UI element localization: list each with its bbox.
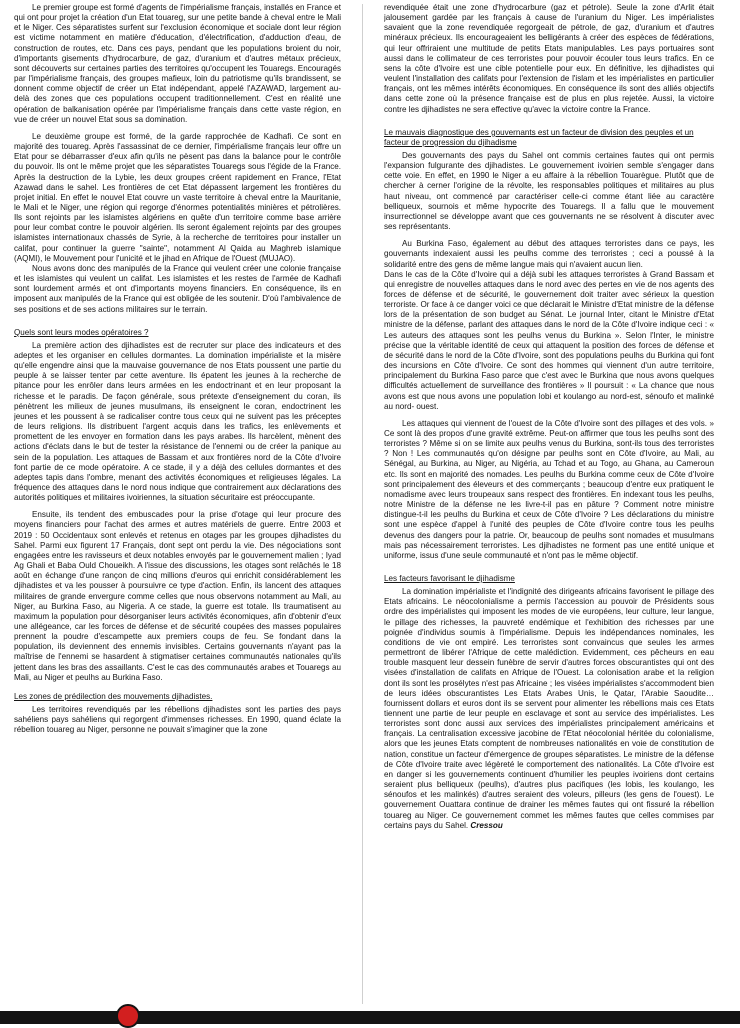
paragraph-west-attacks: Les attaques qui viennent de l'ouest de la Côte d'Ivoire sont des pillages et des vols. » Ce sont là des propos d'une gravité extrême. Peut-on affirmer que tous les peulhs sont des terroristes ? Même si on se limite aux peulhs venus du Burkina, sont-ils tous des terroristes ? Non ! Les communautés qu'on désigne par peulhs sont en Côte d'Ivoire, au Mali, au Sénégal, au Burkina, au Niger, au Nigéria, au Tchad et au Togo, au Ghana, au Cameroun etc. Ils sont en majorité des nomades. Les peulhs du Burkina comme ceux de Côte d'Ivoire sont principalement des éleveurs et des commerçants ; beaucoup d'entre eux pratiquent le nomadisme avec leurs troupeaux sans respect des frontières. En indexant tous les peulhs, notre Ministre de la défense ne les livre-t-il pas en pâture ? Comment notre ministre distingue-t-il les peulhs du Burkina et ceux de Côte d'Ivoire ? Les déclarations du ministre sont une espèce d'appel à l'unité des peuples de Côte d'Ivoire contre tous les peulhs devenus des dangers pour la patrie. Or, beaucoup de peulhs sont nomades et musulmans mais pas nécessairement terroristes. Les djihadistes ne forment pas une entité unique et uniforme, issus d'une seule communauté et n'ont pas le même objectif.	[384, 418, 714, 560]
paragraph-cote-divoire: Dans le cas de la Côte d'Ivoire qui a déjà subi les attaques terroristes à Grand Bassam et qui enregistre de nouvelles attaques dans le nord avec des pertes en vie de nos agents des forces de défense et de sécurité, le gouvernement doit traiter avec sérieux la question terroriste. Or face à ce danger voici ce que déclarait le Ministre d'Etat ministre de la défense lors de la présentation de son budget au Sénat. Le journal Inter, citant le Ministre d'Etat ministre de la défense, parlant des attaques dans le nord de la Côte d'Ivoire indique ceci : « Les auteurs des attaques sont les peulhs venus du Burkina ». Selon l'Inter, le ministre précise que la véritable identité de ceux qui attaquent la position des forces de défense et de sécurité dans le nord de la Côte d'Ivoire, sont des populations peulhs du Burkina qui font des incursions en Côte d'Ivoire. Ce sont des hommes qui viennent d'un autre territoire, principalement du Burkina Faso parce que c'est avec le Burkina que nous avons quelques difficultés actuellement de surveillance des frontières » Il poursuit : « La chance que nous avons est que nous avons une population lobi et koulango au nord-est, sénoufo et malinké au nord- ouest.	[384, 269, 714, 411]
paragraph-recruitment: La première action des djihadistes est de recruter sur place des indicateurs et des adeptes et les organiser en cellules dormantes. La domination impérialiste et la misère qu'elle engendre ainsi que la mauvaise gouvernance de nos Etats poussent une partie du peuple à se laisser tenter par cette aventure. Ils épatent les jeunes à la recherche de pitance pour les enrôler dans leurs armées en les endoctrinant et en leur proposant la richesse et le paradis. De façon générale, sous prétexte d'enseignement du coran, ils pénètrent les milieux de jeunes musulmans, ils enseignent le coran, endoctrinent les jeunes et les poussent à se radicaliser contre tous ceux qui ne suivent pas les préceptes de leurs religions. Ils distribuent l'argent acquis dans les trafics, les enlèvements et promettent de les envoyer en formation dans les pays arabes. Ils harcèlent, mènent des actions d'éclats dans le but de tester la résistance de l'ennemi ou de créer la panique au sein de la population. Les attaques de Bassam et aux frontières nord de la Côte d'Ivoire font partie de ce mode opératoire. A ce stade, il y a déjà des cellules dormantes et des adeptes tapis dans l'ombre, menant des activités économiques et religieuses légales. La fréquence des attaques dans le nord nous indique que contrairement aux déclarations des autorités politiques et militaires ivoiriennes, la situation sécuritaire est préoccupante.	[14, 340, 341, 503]
paragraph-second-group: Le deuxième groupe est formé, de la garde rapprochée de Kadhafi. Ce sont en majorité des touareg. Après l'assassinat de ce dernier, l'impérialisme français leur offre un Etat pour se débarrasser d'eux afin qu'ils ne pèsent pas dans la balance pour le contrôle du pouvoir. Ils ont le même projet que les séparatistes Touaregs sous l'égide de la France. Après la destruction de la Lybie, les deux groupes créent rapidement en France, l'Etat Azawad dans le sahel. Les frontières de cet Etat dépassent largement les frontières du projet initial. En effet le nouvel Etat couvre un vaste territoire à cheval entre la Mauritanie, le Mali et le Niger, une région qui regorge d'énormes potentialités minières et pétrolières. Ils sont rejoints par les islamistes algériens en quête d'un territoire comme base arrière pour leur combat contre le pouvoir algérien. Ils seront également rejoints par des groupes islamistes internationaux chassés de Syrie, à la recherche de territoires pour installer un califat, pour continuer la guerre "sainte", notamment Al Qaida au Maghreb islamique (AQMI), le Mouvement pour l'unicité et le jihad en Afrique de l'Ouest (MUJAO).	[14, 131, 341, 263]
paragraph-burkina: Au Burkina Faso, également au début des attaques terroristes dans ce pays, les gouvernants indexaient aussi les peulhs comme des terroristes ; ceci a poussé à la solidarité entre des gens de même langue mais qui n'avaient aucun lien.	[384, 239, 714, 269]
paragraph-sahel-governments: Des gouvernants des pays du Sahel ont commis certaines fautes qui ont permis l'expansion fulgurante des djihadistes. Le gouvernement ivoirien semble s'engager dans cette voie. En effet, en 1990 le Niger a eu affaire à la rébellion Touarègue. Plutôt que de chercher à cerner l'origine de la révolte, les responsables politiques et militaires au plus haut niveau, ont commencé par caractériser celle-ci comme étant liée au caractère belliqueux, sournois et même hypocrite des Touaregs. Il a fallu que le mouvement insurrectionnel se développe avant que ces gouvernants ne se résolvent à discuter avec ses représentants.	[384, 150, 714, 232]
paragraph-domination	[384, 587, 714, 831]
paragraph-first-group: Le premier groupe est formé d'agents de l'impérialisme français, installés en France et qui ont pour projet la création d'un Etat touareg, sur une petite bande à cheval entre le Mali et le Niger. Ces séparatistes surfent sur l'exclusion économique et sociale dont leur région est victime notamment en matière d'éducation, d'électrification, d'adduction d'eau, de construction de routes, etc. Dans ces pays, pendant que les populations broient du noir, d'importants gisements d'hydrocarbure, de gaz, d'uranium et d'autres métaux précieux, sont découverts sur certaines parties des territoires qu'occupent les Touaregs. Encouragés par l'impérialisme français, des groupes mafieux, loin du patriotisme qu'ils brandissent, se donnent comme objectif de créer un Etat indépendant, appelé l'AZAWAD, largement au-delà des zones que ces populations occupent traditionnellement. C'est en réalité une opération de balkanisation opérée par l'impérialisme français dans cette vaste région, en vue de créer un nouvel Etat sous sa domination.	[14, 3, 341, 124]
paragraph-territories: Les territoires revendiqués par les rébellions djihadistes sont les parties des pays sahéliens pays sahéliens qui regorgent d'immenses richesses. En 1990, quand éclate la rébellion touareg au Niger, personne ne pouvait s'imaginer que la zone	[14, 705, 341, 735]
left-column	[14, 3, 341, 1008]
paragraph-manipulated: Nous avons donc des manipulés de la France qui veulent créer une colonie française et les islamistes qui veulent un califat. Les islamistes et les restes de l'armée de Kadhafi sont lourdement armés et ont d'importants moyens financiers. En conséquence, ils en imposent aux manipulés de la France qui est obligée de les soutenir. D'où l'ambivalence de ses positions et de ses actions militaires sur le terrain.	[14, 263, 341, 314]
footer-bar	[0, 1011, 740, 1024]
heading-favoring-factors: Les facteurs favorisant le djihadisme	[384, 574, 515, 584]
paragraph-continued: revendiquée était une zone d'hydrocarbure (gaz et pétrole). Seule la zone d'Arlit était jalousement gardée par les français à cause de l'uranium du Niger. Les impérialistes savaient que la zone revendiquée regorgeait de pétrole, de gaz, d'uranium et d'autres minéraux précieux. Ils encourageaient les belligérants à créer des espèces de fédérations, qui leur offriraient une multitude de petits Etats manipulables. Les pays portuaires sont aussi dans le collimateur de ces terroristes pour pouvoir écouler tous leurs trafics. En ce sens la côte d'Ivoire est une cible potentielle pour eux. En définitive, les djihadistes qui veulent l'installation des califats pour l'extension de l'islam et les impérialistes en particulier français, ont les mêmes intérêts économiques. En conséquence ils sont des alliés objectifs dans cette zone où la présence française est de plus en plus rejetée. Aussi, la victoire contre les djihadistes ne sera effective qu'avec la victoire contre la France.	[384, 3, 714, 114]
footer-logo	[116, 1004, 140, 1028]
column-divider	[362, 4, 363, 1004]
paragraph-domination-text: La domination impérialiste et l'indignité des dirigeants africains favorisent le pillage des Etats africains. Le néocolonialisme a permis l'accession au pouvoir de Présidents sous ordre des impérialistes qui imposent les modes de vie européens, leur culture, leur langue, le pillage des richesses, la pauvreté endémique et l'exhibition des richesses par une poignée d'individus soumis à l'impérialisme. Depuis les indépendances nominales, les conditions de vie ont empiré. Les terroristes sont convaincus que seules les armes permettront de libérer l'Afrique de cette malédiction. Evidemment, ces pêcheurs en eau trouble masquent leur dessein funèbre de servir d'autres forces obscurantistes qui ont des visées d'installation de califats en Afrique de l'Ouest. La colonisation arabe et la religion dont ils sont les prosélytes n'est pas Africaine ; les visées impérialistes s'accommodent bien de leurs idées obscurantistes Les Etats Arabes Unis, le Qatar, l'Arabie Saoudite… fournissent dollars et euros dont ils se servent pour alimenter les rébellions mais ces Etats tiennent une partie de leur peuple en esclavage et sont au service des impérialistes. Les terroristes sont donc aussi aux services des impérialistes principalement américains et français. La centralisation excessive jacobine de l'Etat néocolonial héritée du colonialisme, alors que les jeunes Etats comptent de nombreuses nationalités en voie de constitution de nation, constitue un facteur d'émergence de groupes séparatistes. Le ministre de la défense de Côte d'Ivoire traite avec légèreté le comportement des nationalités. La Côte d'Ivoire est en danger si les gouvernements continuent d'humilier les peuples ivoiriens dont certains seraient plus belliqueux (peulhs), d'autres plus pacifiques (les lobis, les koulango, les sénoufos et les malinkés) d'autres seraient des voleurs, pilleurs (les gens de l'ouest). Le gouvernement Ouattara continue de drainer les mêmes fautes qui ont fissuré la rébellion touareg au Niger. Ce gouvernement commet les mêmes fautes que celles commises par certains pays du Sahel.	[384, 587, 714, 830]
heading-bad-diagnosis: Le mauvais diagnostique des gouvernants est un facteur de division des peuples et un facteur de progression du djihadisme	[384, 127, 694, 147]
heading-operating-modes: Quels sont leurs modes opératoires ?	[14, 327, 149, 337]
author-signature: Cressou	[470, 820, 503, 830]
right-column	[384, 3, 714, 1008]
paragraph-ambushes: Ensuite, ils tendent des embuscades pour la prise d'otage qui leur procure des moyens financiers pour l'achat des armes et autres matériels de guerre. Entre 2003 et 2019 : 50 Occidentaux sont enlevés et retenus en otages par les groupes djihadistes du Sahel. Parmi eux figurent 17 Français, dont sept ont perdu la vie. Des négociations sont engagées entre les ravisseurs et deux notables envoyés par le gouvernement malien ; Iyad Ag Ghali et Baba Ould Choueikh. A l'issue des discussions, les otages sont relâchés le 18 août en échange d'une rançon de cinq millions d'euros qui enrichit considérablement les djihadistes et va les pousser à poursuivre ce type d'action. Enfin, ils lancent des attaques militaires de grande envergure comme celles que nous observons notamment au Mali, au Niger, au Burkina Faso, au Nigeria. A ce stade, la guerre est totale. Ils traumatisent au maximum la population pour désorganiser leurs activités économiques, afin d'obtenir d'eux une allégeance, car les forces de défense et de sécurité coupées des masses populaires prennent la poudre d'escampette aux premiers coups de feu. Se fondant dans la population, ils deviennent des ennemis invisibles. Certains gouvernants n'ayant pas la maîtrise de l'ennemi se hasardent à stigmatiser certaines communautés nationales qu'ils jettent dans les bras des assaillants. C'est le cas des communautés arabes et Touaregs au Mali, au Niger et peulhs au Burkina Faso.	[14, 510, 341, 682]
heading-preferred-zones: Les zones de prédilection des mouvements djihadistes.	[14, 691, 213, 701]
